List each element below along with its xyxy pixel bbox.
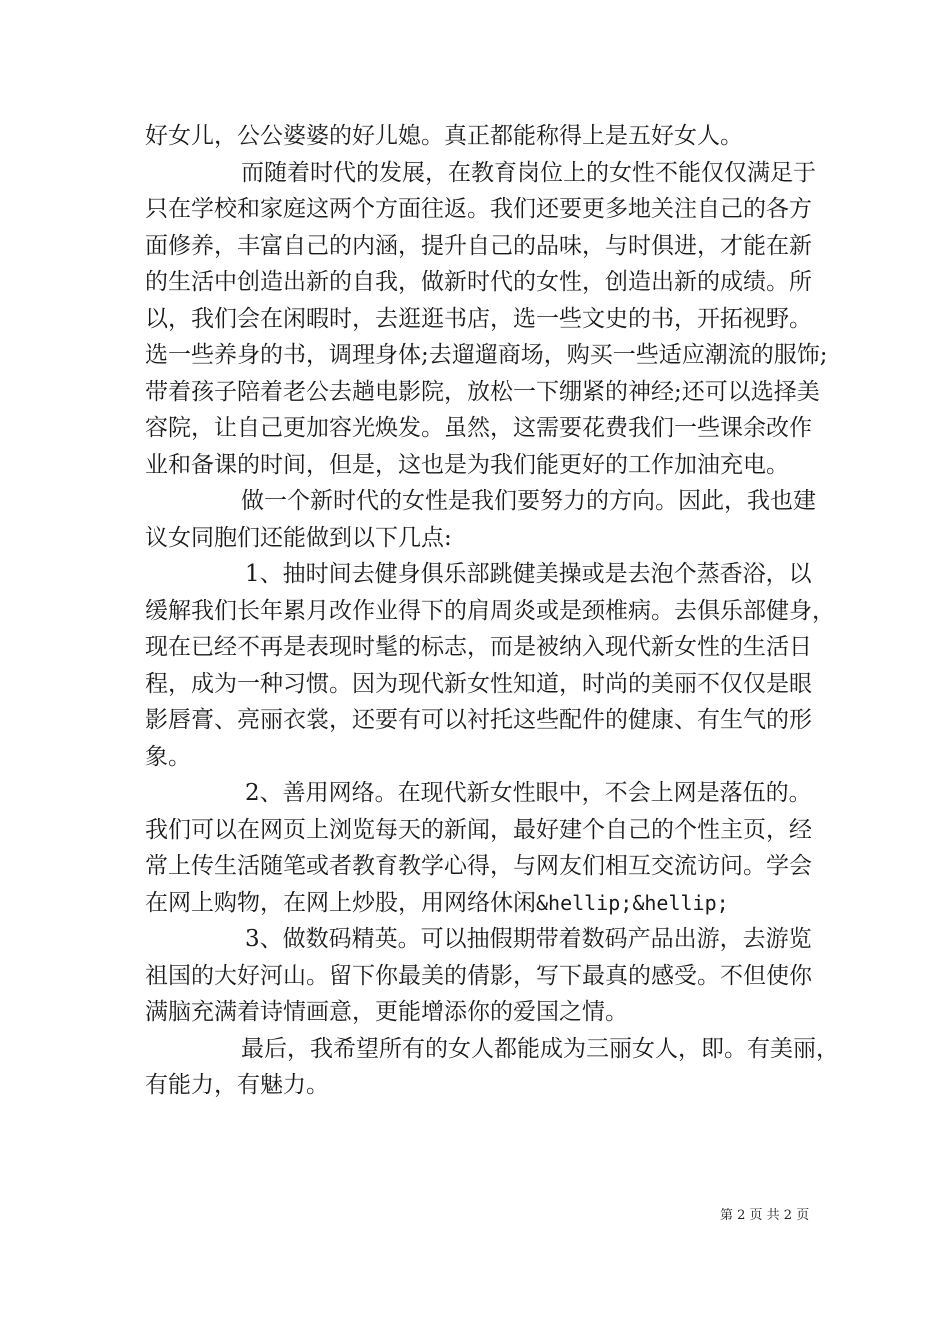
text-line: 的生活中创造出新的自我，做新时代的女性，创造出新的成绩。所 xyxy=(145,269,812,295)
text-line: 好女儿，公公婆婆的好儿媳。真正都能称得上是五好女人。 xyxy=(145,123,743,149)
document-body xyxy=(145,118,839,1104)
text-line: 面修养，丰富自己的内涵，提升自己的品味，与时俱进，才能在新 xyxy=(145,232,812,259)
text-line: 缓解我们长年累月改作业得下的肩周炎或是颈椎病。去俱乐部健身， xyxy=(145,597,835,624)
page-number: 第 2 页 共 2 页 xyxy=(720,1208,810,1223)
list-item-2: 2、善用网络。在现代新女性眼中，不会上网是落伍的。 xyxy=(245,780,812,806)
text-line: 容院，让自己更加容光焕发。虽然，这需要花费我们一些课余改作 xyxy=(145,415,812,441)
text-line: 程，成为一种习惯。因为现代新女性知道，时尚的美丽不仅仅是眼 xyxy=(145,670,812,697)
text-line xyxy=(145,885,827,922)
text-line: 选一些养身的书，调理身体;去遛遛商场，购买一些适应潮流的服饰; xyxy=(145,342,828,368)
text-line: 常上传生活随笔或者教育教学心得，与网友们相互交流访问。学会 xyxy=(145,853,812,879)
text-line: 业和备课的时间，但是，这也是为我们能更好的工作加油充电。 xyxy=(145,451,789,478)
text-line: 现在已经不再是表现时髦的标志，而是被纳入现代新女性的生活日 xyxy=(145,634,812,660)
list-item-1: 1、抽时间去健身俱乐部跳健美操或是去泡个蒸香浴，以 xyxy=(245,561,812,587)
text-line: 而随着时代的发展，在教育岗位上的女性不能仅仅满足于 xyxy=(241,159,816,186)
text-line: 影唇膏、亮丽衣裳，还要有可以衬托这些配件的健康、有生气的形 xyxy=(145,707,812,733)
text-line: 祖国的大好河山。留下你最美的倩影，写下最真的感受。不但使你 xyxy=(145,962,812,989)
text-segment: &hellip;&hellip; xyxy=(536,890,729,915)
text-line: 议女同胞们还能做到以下几点: xyxy=(145,524,452,551)
text-line: 带着孩子陪着老公去趟电影院，放松一下绷紧的神经;还可以选择美 xyxy=(145,378,820,405)
text-segment: 在网上购物，在网上炒股，用网络休闲 xyxy=(145,889,536,916)
text-line: 最后，我希望所有的女人都能成为三丽女人，即。有美丽， xyxy=(241,1035,839,1062)
text-line: 满脑充满着诗情画意，更能增添你的爱国之情。 xyxy=(145,999,628,1025)
text-line: 以，我们会在闲暇时，去逛逛书店，选一些文史的书，开拓视野。 xyxy=(145,305,812,332)
text-line: 只在学校和家庭这两个方面往返。我们还要更多地关注自己的各方 xyxy=(145,196,812,222)
text-line: 做一个新时代的女性是我们要努力的方向。因此，我也建 xyxy=(241,488,816,514)
list-item-3: 3、做数码精英。可以抽假期带着数码产品出游，去游览 xyxy=(245,926,812,952)
text-line: 象。 xyxy=(145,743,191,770)
text-line: 我们可以在网页上浏览每天的新闻，最好建个自己的个性主页，经 xyxy=(145,816,812,843)
text-line: 有能力，有魅力。 xyxy=(145,1072,329,1098)
